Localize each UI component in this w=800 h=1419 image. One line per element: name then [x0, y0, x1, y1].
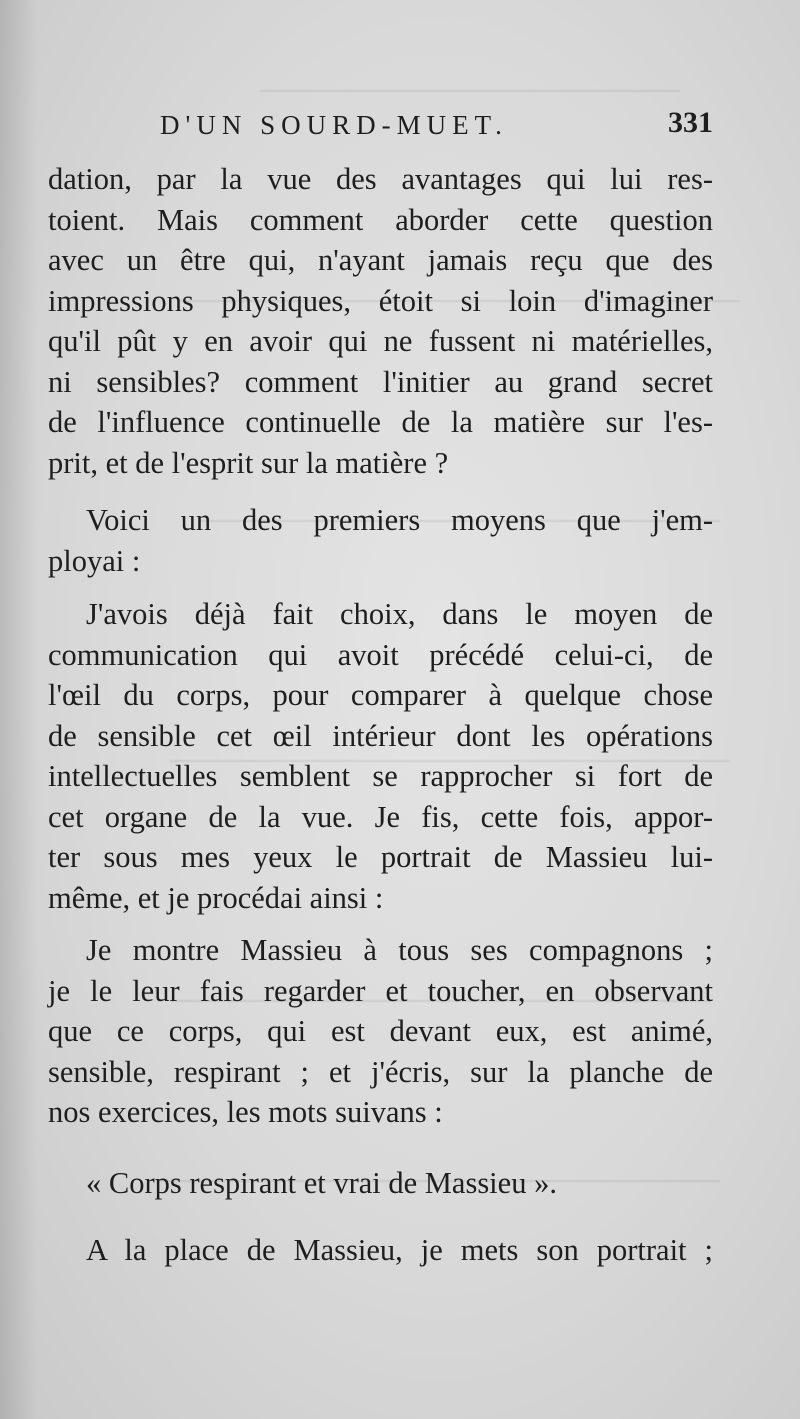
- text-line: toient. Mais comment aborder cette question: [48, 202, 713, 237]
- text-line: cet organe de la vue. Je fis, cette fois, appor-: [48, 799, 713, 834]
- text-line: « Corps respirant et vrai de Massieu ».: [86, 1166, 557, 1200]
- text-line: ni sensibles? comment l'initier au grand secret: [48, 364, 713, 399]
- paragraph-5-quote: [48, 1163, 713, 1204]
- text-line: ter sous mes yeux le portrait de Massieu lui-: [48, 840, 713, 874]
- paragraph-3: [48, 594, 713, 918]
- text-line: même, et je procédai ainsi :: [48, 880, 384, 915]
- paragraph-4: [48, 930, 713, 1133]
- text-line: A la place de Massieu, je mets son portrait ;: [86, 1233, 713, 1267]
- page-number: 331: [668, 106, 713, 139]
- text-line: J'avois déjà fait choix, dans le moyen de: [86, 597, 713, 631]
- page-gutter-shadow: [0, 0, 38, 1419]
- text-line: de l'influence continuelle de la matière sur l'es-: [48, 405, 713, 439]
- running-head: D'UN SOURD-MUET.: [160, 110, 508, 140]
- paragraph-6: [48, 1230, 713, 1271]
- paragraph-2: [48, 500, 713, 581]
- text-line: impressions physiques, étoit si loin d'imaginer: [48, 283, 713, 318]
- text-line: dation, par la vue des avantages qui lui res-: [48, 162, 713, 196]
- text-line: de sensible cet œil intérieur dont les opérations: [48, 718, 713, 753]
- text-line: que ce corps, qui est devant eux, est animé,: [48, 1014, 713, 1048]
- text-line: ployai :: [48, 543, 141, 578]
- text-line: communication qui avoit précédé celui-ci, de: [48, 637, 713, 672]
- paragraph-1: [48, 159, 713, 483]
- text-line: Je montre Massieu à tous ses compagnons ;: [86, 933, 713, 967]
- text-line: sensible, respirant ; et j'écris, sur la planche de: [48, 1054, 713, 1089]
- text-line: intellectuelles semblent se rapprocher si fort de: [48, 759, 713, 793]
- page-header: [48, 106, 713, 148]
- text-line: prit, et de l'esprit sur la matière ?: [48, 445, 449, 480]
- text-line: nos exercices, les mots suivans :: [48, 1095, 443, 1129]
- text-line: Voici un des premiers moyens que j'em-: [86, 503, 713, 537]
- text-line: je le leur fais regarder et toucher, en observant: [48, 973, 713, 1008]
- text-line: qu'il pût y en avoir qui ne fussent ni matérielles,: [48, 324, 713, 358]
- text-line: l'œil du corps, pour comparer à quelque chose: [48, 678, 713, 712]
- text-line: avec un être qui, n'ayant jamais reçu que des: [48, 243, 713, 277]
